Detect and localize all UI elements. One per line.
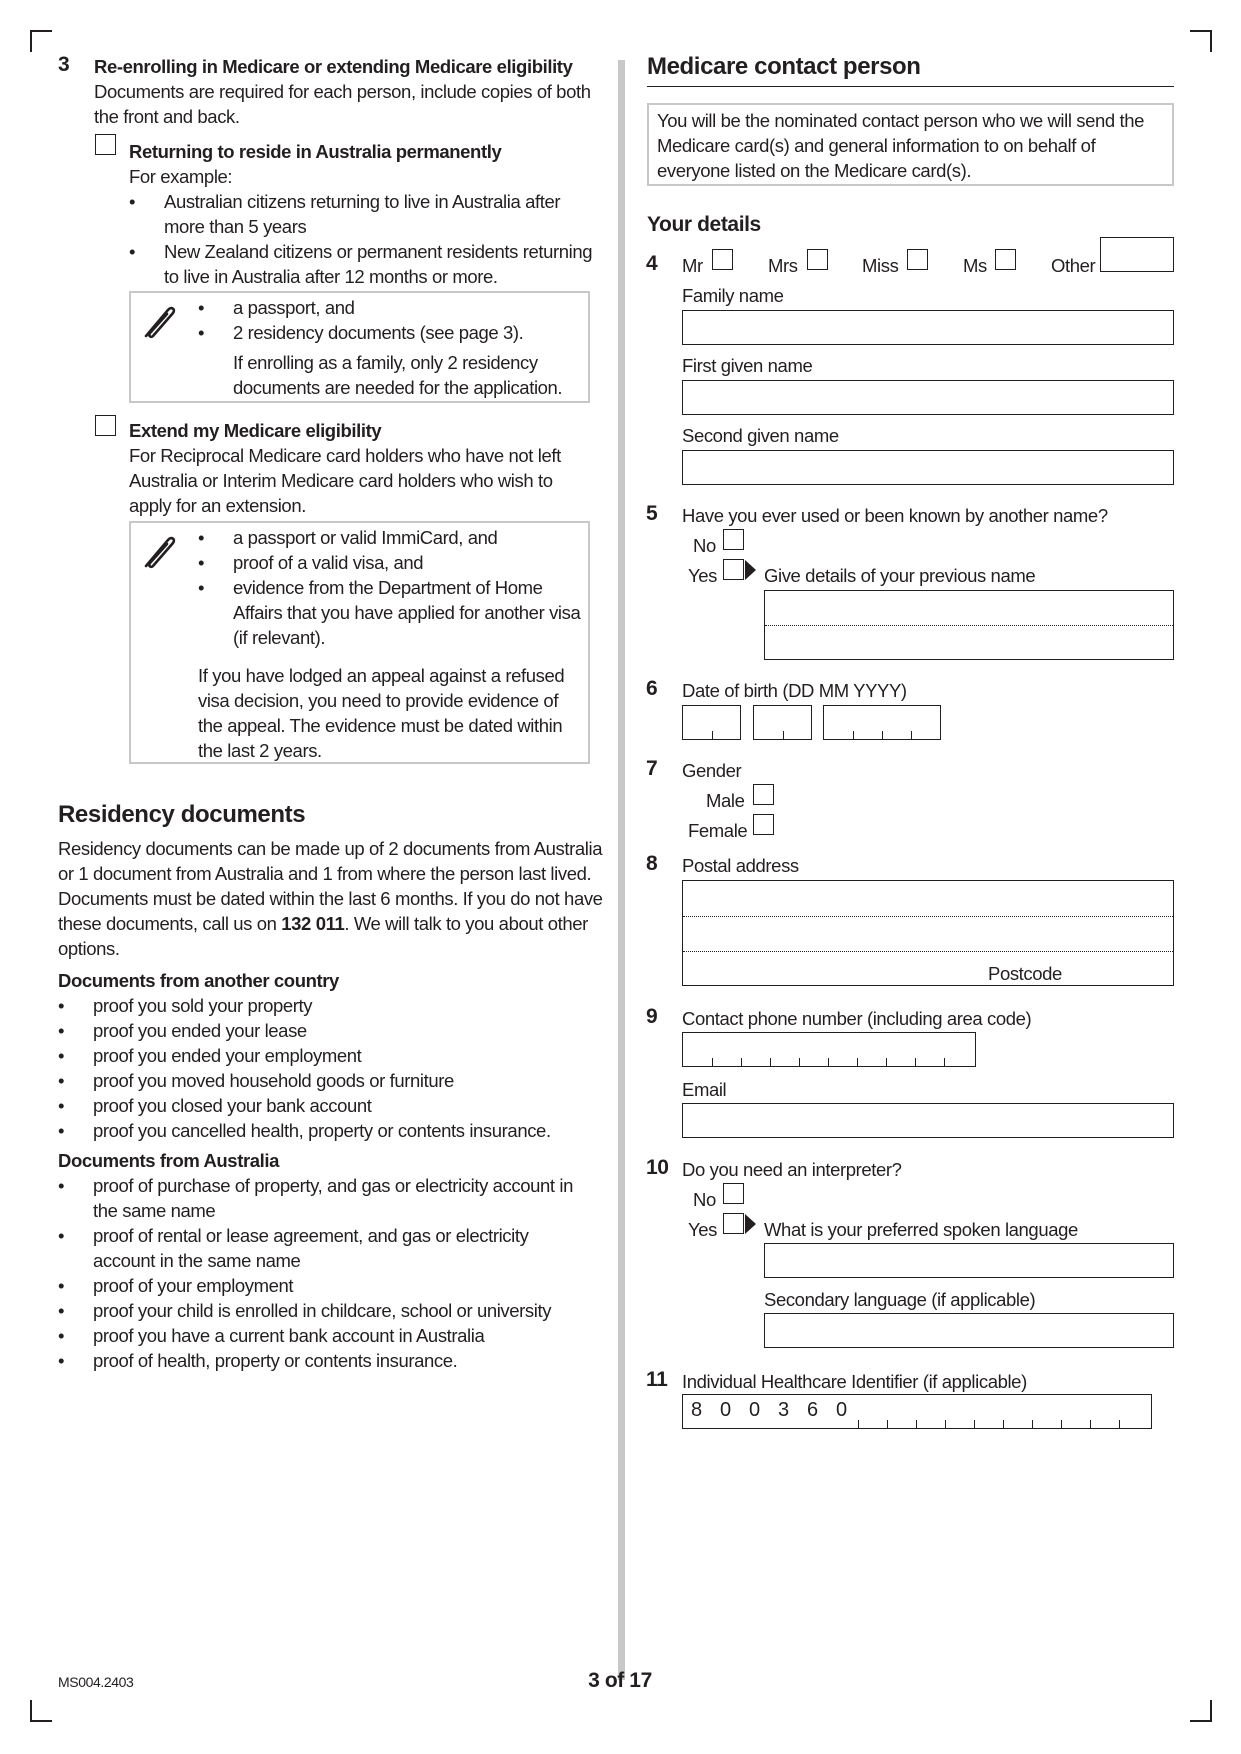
list-item: • New Zealand citizens or permanent residents returning to live in Australia after 12 months or more. [129, 239, 599, 289]
crop-mark-top-left [30, 30, 52, 52]
form-code: MS004.2403 [58, 1674, 134, 1690]
second-given-name-input[interactable] [682, 450, 1174, 485]
list-item: • proof of your employment [58, 1273, 588, 1298]
title-miss-checkbox[interactable] [907, 249, 928, 270]
list-item: • evidence from the Department of Home Affairs that you have applied for another visa (if relevant). [198, 575, 583, 650]
arrow-right-icon [745, 560, 757, 580]
field-label: Contact phone number (including area code) [682, 1008, 1032, 1029]
postal-address-input[interactable] [682, 880, 1174, 986]
field-label: Second given name [682, 425, 839, 446]
gender-male-checkbox[interactable] [753, 784, 774, 805]
list-item: • proof you ended your employment [58, 1043, 603, 1068]
ihi-digit: 0 [749, 1399, 761, 1421]
required-docs-list [198, 525, 583, 650]
field-label: Date of birth (DD MM YYYY) [682, 680, 907, 701]
previous-name-input[interactable] [764, 590, 1174, 660]
list-item: • proof you closed your bank account [58, 1093, 603, 1118]
subheading: Documents from another country [58, 970, 339, 991]
question-number: 10 [646, 1156, 669, 1179]
family-name-input[interactable] [682, 310, 1174, 345]
ihi-digit: 8 [691, 1399, 703, 1421]
list-item: • proof you sold your property [58, 993, 603, 1018]
dob-month-input[interactable] [753, 705, 812, 740]
question-number: 3 [58, 53, 70, 76]
field-label: What is your preferred spoken language [764, 1219, 1078, 1240]
residency-intro [58, 836, 603, 961]
list-item: • proof you moved household goods or furniture [58, 1068, 603, 1093]
option-label: Female [688, 820, 748, 841]
extend-eligibility-checkbox[interactable] [95, 415, 116, 436]
option-label: No [693, 535, 716, 556]
subheading: Documents from Australia [58, 1150, 280, 1171]
subheading: Your details [647, 213, 761, 236]
phone-number-input[interactable] [682, 1032, 976, 1067]
option-label: Yes [688, 1219, 717, 1240]
other-name-no-checkbox[interactable] [723, 529, 744, 550]
crop-mark-bottom-right [1190, 1700, 1212, 1722]
option-label: Returning to reside in Australia permanently [129, 141, 502, 162]
residency-intro-text: Residency documents can be made up of 2 documents from Australia or 1 document from Australia and 1 from where the person last lived. Documents must be dated within the last 6 months. If you do not have these documents, call us on [58, 838, 603, 934]
another-country-list [58, 993, 603, 1143]
dotted-line [683, 916, 1173, 917]
ihi-digit: 0 [836, 1399, 848, 1421]
first-given-name-input[interactable] [682, 380, 1174, 415]
list-item: • Australian citizens returning to live in Australia after more than 5 years [129, 189, 599, 239]
page-number: 3 of 17 [588, 1669, 652, 1692]
residency-intro-text: . We will talk to you about other options. [58, 913, 588, 959]
list-item: • proof of a valid visa, and [198, 550, 583, 575]
question-number: 7 [646, 757, 658, 780]
column-divider [618, 60, 625, 1680]
question-number: 9 [646, 1005, 658, 1028]
field-label: Secondary language (if applicable) [764, 1289, 1036, 1310]
example-list [129, 189, 599, 289]
option-label: Yes [688, 565, 717, 586]
heading-rule [647, 86, 1174, 87]
section-heading: Medicare contact person [647, 53, 921, 80]
question-text: Do you need an interpreter? [682, 1159, 902, 1180]
question-number: 5 [646, 502, 658, 525]
question-title: Re-enrolling in Medicare or extending Medicare eligibility [94, 56, 573, 77]
preferred-language-input[interactable] [764, 1243, 1174, 1278]
example-label: For example: [129, 166, 233, 187]
question-number: 6 [646, 677, 658, 700]
title-other-input[interactable] [1100, 237, 1174, 272]
question-intro: Documents are required for each person, include copies of both the front and back. [94, 81, 591, 127]
phone-number: 132 011 [281, 913, 345, 934]
question-number: 11 [646, 1368, 668, 1391]
title-mrs-checkbox[interactable] [807, 249, 828, 270]
interpreter-yes-checkbox[interactable] [723, 1213, 744, 1234]
list-item: • a passport or valid ImmiCard, and [198, 525, 583, 550]
other-name-yes-checkbox[interactable] [723, 559, 744, 580]
family-note: If enrolling as a family, only 2 residency documents are needed for the application. [233, 352, 563, 398]
dob-year-input[interactable] [823, 705, 941, 740]
title-mr-checkbox[interactable] [712, 249, 733, 270]
title-mr-label: Mr [682, 255, 703, 276]
list-item: • proof your child is enrolled in childcare, school or university [58, 1298, 588, 1323]
australia-list [58, 1173, 588, 1373]
option-description: For Reciprocal Medicare card holders who have not left Australia or Interim Medicare card holders who wish to apply for an extension. [129, 445, 561, 516]
list-item: • proof of purchase of property, and gas or electricity account in the same name [58, 1173, 588, 1223]
field-label: First given name [682, 355, 813, 376]
question-number: 4 [646, 252, 658, 275]
field-label: Email [682, 1079, 727, 1100]
option-label: Extend my Medicare eligibility [129, 420, 382, 441]
ihi-digit: 6 [807, 1399, 819, 1421]
required-docs-list [198, 295, 583, 345]
paperclip-icon [136, 300, 180, 344]
list-item: • proof of rental or lease agreement, and gas or electricity account in the same name [58, 1223, 588, 1273]
option-label: Male [706, 790, 745, 811]
title-other-label: Other [1051, 255, 1096, 276]
appeal-note: If you have lodged an appeal against a refused visa decision, you need to provide evidence of the appeal. The evidence must be dated within the last 2 years. [198, 665, 565, 761]
question-number: 8 [646, 852, 658, 875]
field-label: Family name [682, 285, 784, 306]
list-item: • 2 residency documents (see page 3). [198, 320, 583, 345]
list-item: • proof you cancelled health, property or contents insurance. [58, 1118, 603, 1143]
question-text: Have you ever used or been known by another name? [682, 505, 1108, 526]
returning-checkbox[interactable] [95, 134, 116, 155]
list-item: • proof you ended your lease [58, 1018, 603, 1043]
ihi-digit: 3 [778, 1399, 790, 1421]
dotted-line [683, 951, 1173, 952]
paperclip-icon [136, 530, 180, 574]
interpreter-no-checkbox[interactable] [723, 1183, 744, 1204]
dotted-line [765, 625, 1173, 626]
ihi-input[interactable] [682, 1394, 1152, 1429]
field-label: Gender [682, 760, 742, 781]
title-miss-label: Miss [862, 255, 899, 276]
postcode-label: Postcode [988, 963, 1062, 984]
option-label: No [693, 1189, 716, 1210]
field-label: Give details of your previous name [764, 565, 1036, 586]
field-label: Individual Healthcare Identifier (if applicable) [682, 1371, 1027, 1392]
list-item: • a passport, and [198, 295, 583, 320]
field-label: Postal address [682, 855, 799, 876]
title-ms-checkbox[interactable] [995, 249, 1016, 270]
title-ms-label: Ms [963, 255, 987, 276]
dob-day-input[interactable] [682, 705, 741, 740]
ihi-digit: 0 [720, 1399, 732, 1421]
title-mrs-label: Mrs [768, 255, 798, 276]
secondary-language-input[interactable] [764, 1313, 1174, 1348]
list-item: • proof you have a current bank account in Australia [58, 1323, 588, 1348]
arrow-right-icon [745, 1214, 757, 1234]
email-input[interactable] [682, 1103, 1174, 1138]
crop-mark-top-right [1190, 30, 1212, 52]
gender-female-checkbox[interactable] [753, 814, 774, 835]
list-item: • proof of health, property or contents insurance. [58, 1348, 588, 1373]
section-heading: Residency documents [58, 801, 306, 828]
crop-mark-bottom-left [30, 1700, 52, 1722]
contact-info-text: You will be the nominated contact person who we will send the Medicare card(s) and general information to on behalf of everyone listed on the Medicare card(s). [657, 110, 1145, 181]
